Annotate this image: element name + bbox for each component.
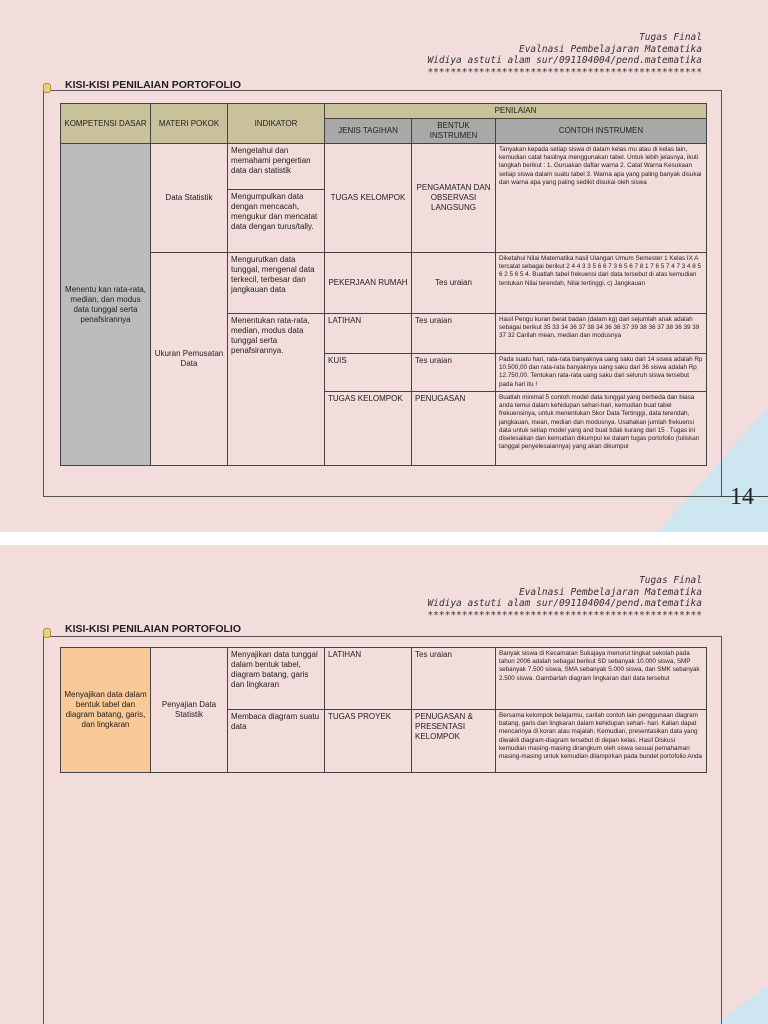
bentuk-cell: PENUGASAN [412,392,496,466]
contoh-cell: Bersama kelompok belajarmu, carilah contoh lain penggunaan diagram batang, garis dan lingkaran dalam kehidupan sehari- hari. Kalian dapat mencarinya di koran atau majalah. Kemudian, presentasikan data yang diwakili diagram-diagram tersebut di depan kelas. Hasil Diskusi kemudian masing-masing dirangkum oleh siswa sesuai pemahaman masing-masing untuk kemudian dilampirkan pada bundel portofolio Anda [496,710,707,773]
materi-cell: Ukuran Pemusatan Data [151,253,228,466]
indikator-cell: Membaca diagram suatu data [228,710,325,773]
col-penilaian: PENILAIAN [325,104,707,119]
header-line-4: ************************************************ [427,609,702,621]
header-line-2: Evalnasi Pembelajaran Matematika [518,586,702,598]
col-kompetensi: KOMPETENSI DASAR [61,104,151,144]
indikator-cell: Mengetahui dan memahami pengertian data dan statistik [228,144,325,190]
materi-cell: Data Statistik [151,144,228,253]
bentuk-cell: Tes uraian [412,648,496,710]
bentuk-cell: Tes uraian [412,354,496,392]
kompetensi-cell: Menentu kan rata-rata, median, dan modus data tunggal serta penafsirannya [61,144,151,466]
header-line-4: ************************************************ [427,66,702,78]
header-line-3: Widiya astuti alam sur/091104004/pend.matematika [427,55,702,66]
bentuk-cell: PENUGASAN & PRESENTASI KELOMPOK [412,710,496,773]
bentuk-cell: Tes uraian [412,253,496,314]
col-contoh: CONTOH INSTRUMEN [496,119,707,144]
document-page-2 [0,545,768,1024]
header-line-1: Tugas Final [639,575,702,586]
contoh-cell: Banyak siswa di Kecamatan Sukajaya menurut tingkat sekolah pada tahun 2006 adalah sebagai berikut SD sebanyak 10.000 siswa, SMP sebanyak 7.500 siswa, SMA sebanyak 5.000 siswa, dan SMK sebanyak 2.500 siswa. Gambarlah diagram lingkaran dari data tersebut [496,648,707,710]
contoh-cell: Pada suatu hari, rata-rata banyaknya uang saku dari 14 siswa adalah Rp 10.500,00 dan rata-rata banyaknya uang saku dari 36 siswa adalah Rp 12.750,00. Tentukan rata-rata uang saku dari seluruh siswa tersebut pada hari itu ! [496,354,707,392]
page-header [427,32,702,78]
jenis-cell: TUGAS KELOMPOK [325,392,412,466]
bentuk-cell: PENGAMATAN DAN OBSERVASI LANGSUNG [412,144,496,253]
jenis-cell: LATIHAN [325,648,412,710]
contoh-cell: Tanyakan kepada setiap siswa di dalam kelas mu atau di kelas lain, kemudian catat hasilnya menggunakan tabel. Untuk lebih jelasnya, ikuti langkah berikut : 1. Guruakan daftar warna 2. Catat Warna Kesukaan setiap siswa dalam suatu tabel 3. Warna apa yang paling banyak disukai dan warna apa yang paling sedikit disukai oleh siswa [496,144,707,253]
header-line-3: Widiya astuti alam sur/091104004/pend.matematika [427,598,702,609]
col-jenis: JENIS TAGIHAN [325,119,412,144]
pin-icon [43,628,51,638]
page-header [427,575,702,621]
bentuk-cell: Tes uraian [412,314,496,354]
section-title: KISI-KISI PENILAIAN PORTOFOLIO [65,623,241,635]
indikator-cell: Menyajikan data tunggal dalam bentuk tabel, diagram batang, garis dan lingkaran [228,648,325,710]
indikator-cell: Mengumpulkan data dengan mencacah, mengukur dan mencatat data dengan turus/tally. [228,190,325,253]
contoh-cell: Diketahui Nilai Matematika hasil Ulangan Umum Semester 1 Kelas IX A tercatat sebagai berikut 2 4 4 3 3 5 6 6 7 3 6 5 6 7 8 1 7 6 5 7 4 7 3 4 8 5 6 2 5 6 5 4. Buatlah tabel frekuensi dari data tersebut di atas kemudian tentukan Nilai terendah, Nilai tertinggi, c) Jangkauan [496,253,707,314]
kompetensi-cell: Menyajikan data dalam bentuk tabel dan diagram batang, garis, dan lingkaran [61,648,151,773]
contoh-cell: Buatlah minimal 5 contoh model data tunggal yang berbeda dan biasa anda temui dalam kehidupan sehari-hari, kemudian buat tabel frekuensinya, untuk menentukan Skor Data Tertinggi, data terendah, jangkauan, mean, median dan modusnya. Usahakan jumlah frekuensi data untuk setiap model yang and buat tidak kurang dari 15 . Tugas ini diselesaikan dan kemudian dikumpul ke dalam tugas portofolio (tuliskan tanggal penyelesaiannya) yang akan dikumpul [496,392,707,466]
jenis-cell: LATIHAN [325,314,412,354]
col-indikator: INDIKATOR [228,104,325,144]
contoh-cell: Hasil Pengu kuran berat badan (dalam kg) dari sejumlah anak adalah sebagai berikut 35 33 34 36 37 38 34 36 36 37 39 38 36 37 38 36 39 39 37 32 Carilah mean, median dan modusnya [496,314,707,354]
col-materi: MATERI POKOK [151,104,228,144]
header-line-1: Tugas Final [639,32,702,43]
header-line-2: Evalnasi Pembelajaran Matematika [518,43,702,55]
col-bentuk: BENTUK INSTRUMEN [412,119,496,144]
portfolio-table [60,103,707,466]
jenis-cell: PEKERJAAN RUMAH [325,253,412,314]
portfolio-table [60,647,707,773]
section-title: KISI-KISI PENILAIAN PORTOFOLIO [65,79,241,91]
jenis-cell: TUGAS PROYEK [325,710,412,773]
jenis-cell: TUGAS KELOMPOK [325,144,412,253]
jenis-cell: KUIS [325,354,412,392]
indikator-cell: Menentukan rata-rata, median, modus data tunggal serta penafsirannya. [228,314,325,466]
page-number: 14 [730,484,754,510]
pin-icon [43,83,51,93]
materi-cell: Penyajian Data Statistik [151,648,228,773]
indikator-cell: Mengurutkan data tunggal, mengenal data terkecil, terbesar dan jangkauan data [228,253,325,314]
